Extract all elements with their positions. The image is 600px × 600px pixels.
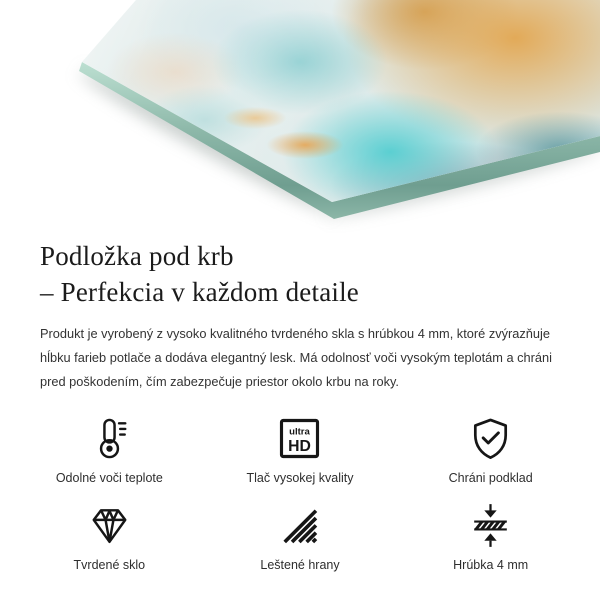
features-grid: [0, 415, 600, 572]
hero-product-image: [0, 0, 600, 238]
svg-text:ultra: ultra: [289, 426, 311, 438]
feature-tempered-glass: [14, 502, 205, 572]
title-line-2: – Perfekcia v každom detaile: [40, 276, 359, 307]
ultra-hd-icon: [277, 415, 322, 461]
feature-label: Leštené hrany: [260, 558, 340, 573]
svg-text:HD: HD: [288, 438, 312, 456]
feature-thickness: [395, 502, 586, 572]
page-title: [40, 239, 560, 310]
feature-label: Chráni podklad: [448, 471, 533, 486]
feature-print-quality: [205, 415, 396, 485]
product-info-section: [0, 239, 600, 394]
feature-protects-base: [395, 415, 586, 485]
feature-label: Hrúbka 4 mm: [453, 558, 529, 573]
shield-check-icon: [468, 415, 513, 461]
feature-label: Tvrdené sklo: [73, 558, 146, 573]
feature-heat-resistant: [14, 415, 205, 485]
feature-polished-edges: [205, 502, 396, 572]
title-line-1: Podložka pod krb: [40, 241, 234, 271]
diamond-icon: [87, 502, 132, 548]
feature-label: Tlač vysokej kvality: [246, 471, 354, 486]
thermometer-icon: [87, 415, 132, 461]
thickness-icon: [468, 502, 513, 548]
polished-edges-icon: [277, 502, 322, 548]
glass-face-artwork: [0, 0, 600, 238]
feature-label: Odolné voči teplote: [55, 471, 163, 486]
product-description: Produkt je vyrobený z vysoko kvalitného tvrdeného skla s hrúbkou 4 mm, ktoré zvýrazňuje hĺbku farieb potlače a dodáva elegantný lesk. Má odolnosť voči vysokým teplotám a chráni pred poškodením, čím zabezpečuje priestor okolo krbu na roky.: [40, 326, 552, 390]
